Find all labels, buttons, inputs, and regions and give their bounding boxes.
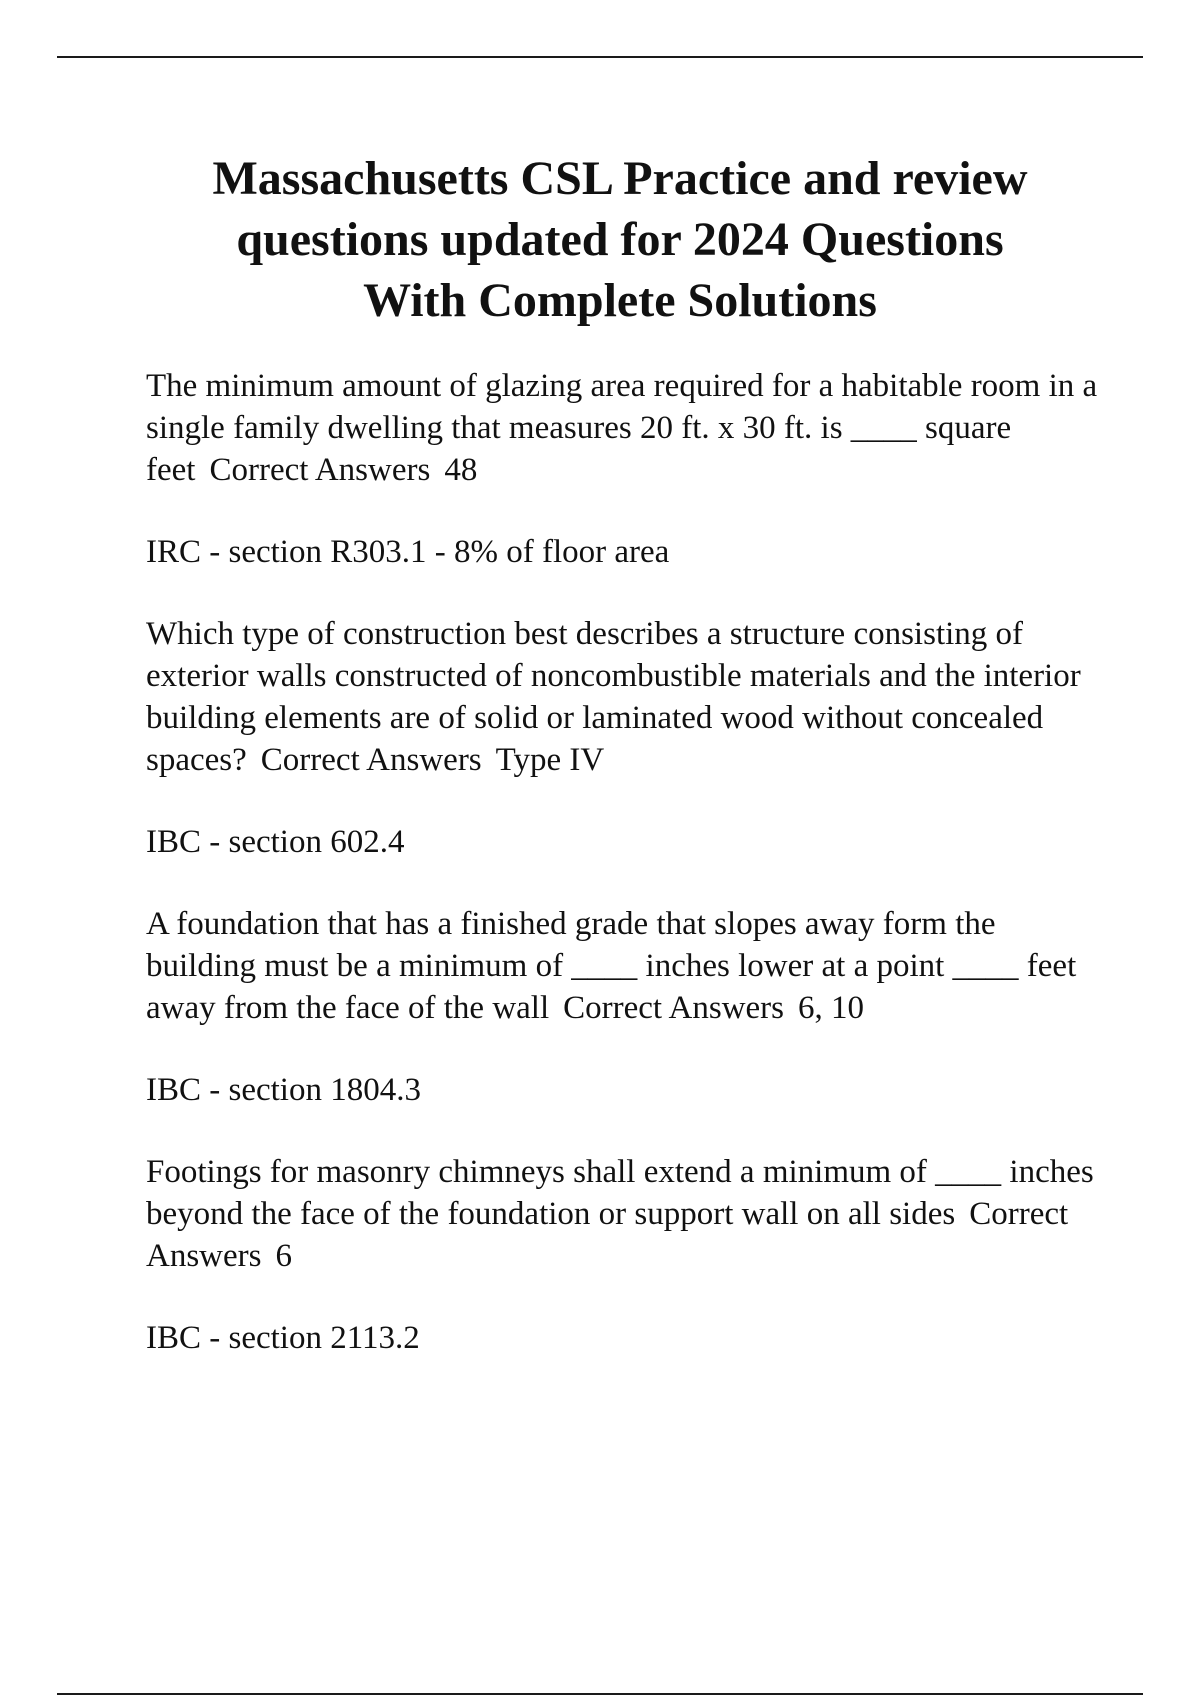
document-body bbox=[146, 365, 1106, 1399]
answer-value: 6, 10 bbox=[798, 990, 865, 1026]
question-2 bbox=[146, 613, 1106, 781]
title-line-3: With Complete Solutions bbox=[363, 274, 877, 327]
question-text: The minimum amount of glazing area required for a habitable room in a single family dwelling that measures 20 ft. x 30 ft. is ____ square feet bbox=[146, 368, 1098, 488]
question-text: A foundation that has a finished grade that slopes away form the building must be a minimum of ____ inches lower at a point ____ feet away from the face of the wall bbox=[146, 906, 1077, 1026]
answer-label: Correct Answers bbox=[146, 1196, 1069, 1274]
title-line-2: questions updated for 2024 Questions bbox=[236, 213, 1004, 266]
question-text: Footings for masonry chimneys shall extend a minimum of ____ inches beyond the face of the foundation or support wall on all sides bbox=[146, 1154, 1094, 1232]
question-4 bbox=[146, 1151, 1106, 1277]
reference-3: IBC - section 1804.3 bbox=[146, 1072, 421, 1108]
question-3 bbox=[146, 903, 1106, 1029]
answer-label: Correct Answers bbox=[260, 742, 482, 778]
document-title bbox=[100, 148, 1140, 331]
answer-label: Correct Answers bbox=[209, 452, 431, 488]
answer-value: Type IV bbox=[495, 742, 605, 778]
bottom-divider bbox=[57, 1693, 1143, 1695]
question-text: Which type of construction best describes a structure consisting of exterior walls constructed of noncombustible materials and the interior building elements are of solid or laminated wood without concealed spaces? bbox=[146, 616, 1081, 778]
answer-value: 6 bbox=[275, 1238, 292, 1274]
question-1 bbox=[146, 365, 1106, 491]
reference-2: IBC - section 602.4 bbox=[146, 824, 405, 860]
reference-4: IBC - section 2113.2 bbox=[146, 1320, 420, 1356]
reference-1: IRC - section R303.1 - 8% of floor area bbox=[146, 534, 670, 570]
answer-value: 48 bbox=[444, 452, 478, 488]
answer-label: Correct Answers bbox=[563, 990, 785, 1026]
title-line-1: Massachusetts CSL Practice and review bbox=[212, 152, 1028, 205]
top-divider bbox=[57, 56, 1143, 58]
